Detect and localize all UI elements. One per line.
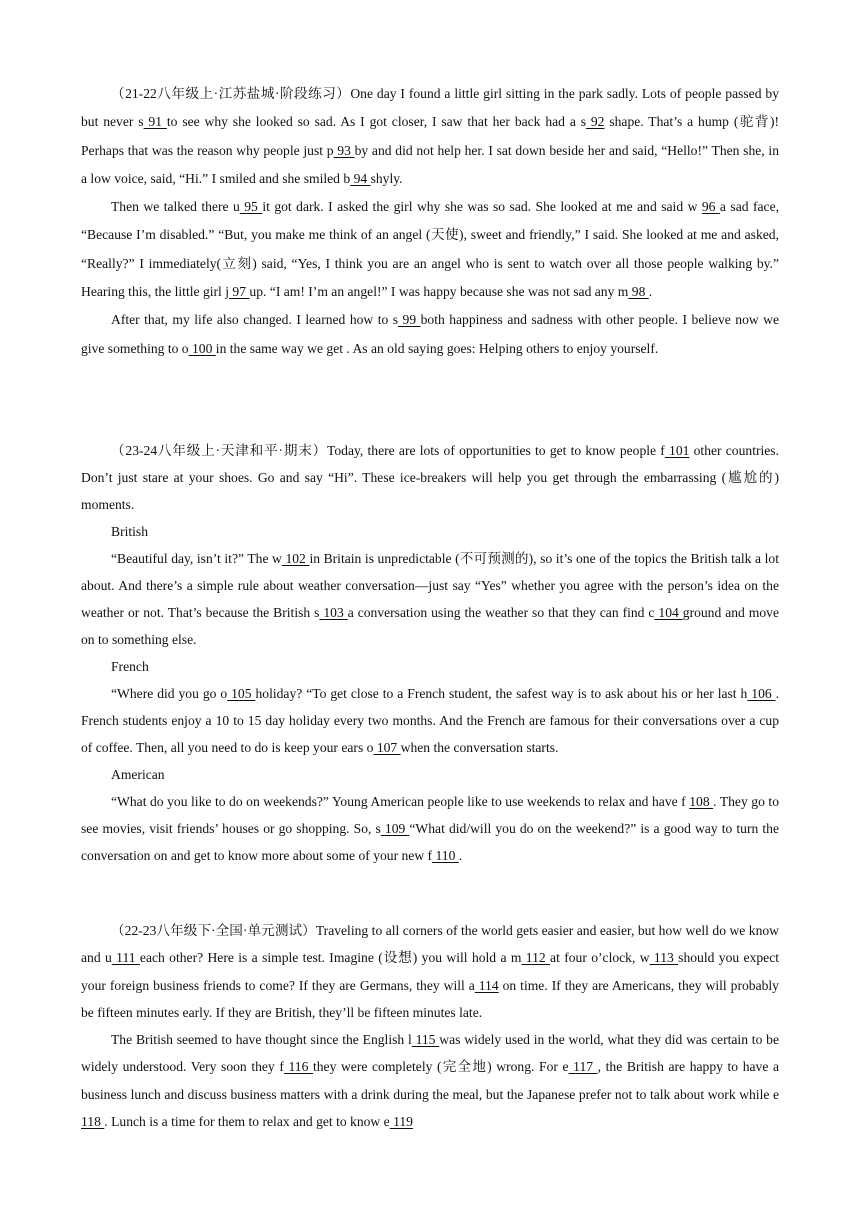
blank-105[interactable]: 105 — [227, 686, 256, 701]
blank-109[interactable]: 109 — [380, 821, 410, 836]
blank-91[interactable]: 91 — [143, 114, 167, 130]
blank-97[interactable]: 97 — [229, 284, 250, 300]
blank-111[interactable]: 111 — [111, 950, 140, 966]
passage-2-paragraph-british: “Beautiful day, isn’t it?” The w 102 in Britain is unpredictable (不可预测的), so it’s one of the topics the British talk a lot about. And there’s a simple rule about weather conversation—just say “Yes” whether you agree with the person’s idea on the weather or not. That’s because the British s 103 a conversation using the weather so that they can find c 104 ground and move on to something else. — [81, 551, 780, 647]
blank-106[interactable]: 106 — [747, 686, 776, 701]
blank-98[interactable]: 98 — [628, 284, 649, 300]
blank-117[interactable]: 117 — [568, 1059, 598, 1075]
blank-110[interactable]: 110 — [432, 848, 459, 863]
blank-92[interactable]: 92 — [586, 114, 605, 130]
section-heading-french: French — [111, 659, 149, 674]
passage-2-paragraph-1: （23-24八年级上·天津和平·期末）Today, there are lots of opportunities to get to know people f 101 other countries. Don’t just stare at your shoes. Go and say “Hi”. These ice-breakers will help you get through the embarrassing (尴尬的) moments. — [81, 443, 779, 512]
passage-1-paragraph-3: After that, my life also changed. I learned how to s 99 both happiness and sadness with other people. I believe now we give something to o 100 in the same way we get . As an old saying goes: Helping others to enjoy yourself. — [81, 312, 780, 356]
blank-94[interactable]: 94 — [350, 170, 371, 186]
passage-3-paragraph-1: （22-23八年级下·全国·单元测试）Traveling to all corners of the world gets easier and easier, but how well do we know and u 111 each other? Here is a simple test. Imagine (设想) you will hold a m 112 at four o’clock, w 113 should you expect your foreign business friends to come? If they are Germans, they will a 114 on time. If they are Americans, they will probably be fifteen minutes early. If they are British, they’ll be fifteen minutes late. — [81, 923, 780, 1020]
passage-3-paragraph-2: The British seemed to have thought since the English l 115 was widely used in the world, what they did was certain to be widely understood. Very soon they f 116 they were completely (完全地) wrong. For e 117 , the British are happy to have a business lunch and discuss business matters with a drink during the meal, but the Japanese prefer not to talk about work while e 118 . Lunch is a time for them to relax and get to know e 119 — [81, 1032, 780, 1130]
blank-118[interactable]: 118 — [81, 1114, 105, 1130]
passage-2-paragraph-american: “What do you like to do on weekends?” Young American people like to use weekends to relax and have f 108 . They go to see movies, visit friends’ houses or go shopping. So, s 109 “What did/will you do on the weekend?” is a good way to turn the conversation on and get to know more about some of your new f 110 . — [81, 794, 779, 863]
blank-112[interactable]: 112 — [521, 950, 551, 966]
blank-101[interactable]: 101 — [664, 443, 690, 458]
blank-95[interactable]: 95 — [239, 199, 263, 215]
passage-1 — [81, 80, 779, 363]
blank-113[interactable]: 113 — [649, 950, 679, 966]
blank-108[interactable]: 108 — [689, 794, 714, 809]
blank-100[interactable]: 100 — [188, 340, 216, 356]
passage-2-paragraph-french: “Where did you go o 105 holiday? “To get close to a French student, the safest way is to ask about his or her last h 106 . French students enjoy a 10 to 15 day holiday every two months. And the French are famous for their conversations over a cup of coffee. Then, all you need to do is keep your ears o 107 when the conversation starts. — [81, 686, 780, 755]
blank-115[interactable]: 115 — [411, 1032, 440, 1048]
passage-3 — [81, 917, 779, 1135]
blank-93[interactable]: 93 — [333, 142, 355, 158]
blank-119[interactable]: 119 — [389, 1114, 413, 1130]
blank-104[interactable]: 104 — [654, 605, 683, 620]
blank-114[interactable]: 114 — [474, 977, 499, 993]
blank-102[interactable]: 102 — [281, 551, 310, 566]
blank-107[interactable]: 107 — [373, 740, 401, 755]
blank-99[interactable]: 99 — [398, 312, 421, 328]
blank-103[interactable]: 103 — [319, 605, 348, 620]
blank-96[interactable]: 96 — [701, 199, 720, 215]
passage-2 — [81, 437, 779, 869]
passage-1-paragraph-2: Then we talked there u 95 it got dark. I asked the girl why she was so sad. She looked at me and said w 96 a sad face, “Because I’m disabled.” “But, you make me think of an angel (天使), sweet and friendly,” I said. She looked at me and asked, “Really?” I immediately(立刻) said, “Yes, I think you are an angel who is sent to watch over all those people walking by.” Hearing this, the little girl j 97 up. “I am! I’m an angel!” I was happy because she was not sad any m 98 . — [81, 199, 780, 300]
blank-116[interactable]: 116 — [283, 1059, 313, 1075]
section-heading-american: American — [111, 767, 165, 782]
section-heading-british: British — [111, 524, 149, 539]
passage-1-paragraph-1: （21-22八年级上·江苏盐城·阶段练习）One day I found a little girl sitting in the park sadly. Lots of people passed by but never s 91 to see why she looked so sad. As I got closer, I saw that her back had a s 92 shape. That’s a hump (驼背)! Perhaps that was the reason why people just p 93 by and did not help her. I sat down beside her and said, “Hello!” Then she, in a low voice, said, “Hi.” I smiled and she smiled b 94 shyly. — [81, 86, 779, 186]
